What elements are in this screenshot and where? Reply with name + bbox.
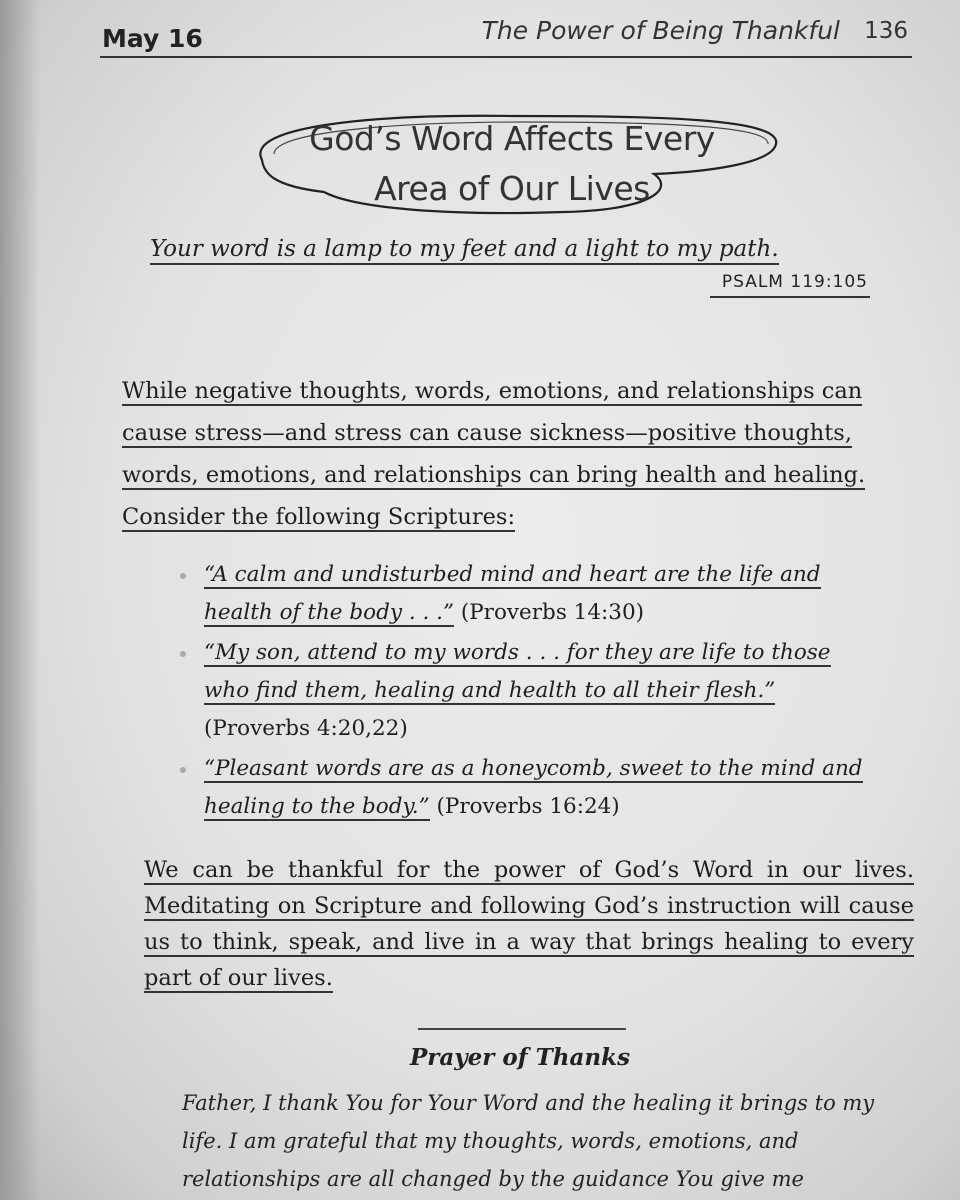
scripture-list — [180, 556, 880, 828]
chapter-title-block — [234, 108, 790, 218]
scripture-ref: (Proverbs 16:24) — [436, 794, 620, 819]
chapter-title-line-2: Area of Our Lives — [374, 169, 650, 208]
scripture-item — [180, 634, 880, 748]
scripture-quote: “Pleasant words are as a honeycomb, sweet to the mind and healing to the body.” — [204, 756, 863, 819]
header-page-number: 136 — [864, 18, 908, 44]
scripture-item — [180, 750, 880, 826]
key-verse-text: Your word is a lamp to my feet and a light to my path. — [150, 236, 779, 265]
closing-paragraph — [144, 852, 914, 996]
intro-paragraph — [122, 370, 912, 538]
scripture-quote: “A calm and undisturbed mind and heart are the life and health of the body . . .” — [204, 562, 821, 625]
prayer-title: Prayer of Thanks — [409, 1044, 631, 1071]
key-verse — [150, 236, 910, 262]
header-date: May 16 — [102, 24, 203, 53]
closing-text: We can be thankful for the power of God’s Word in our lives. Meditating on Scripture and following God’s instruction will cause us to think, speak, and live in a way that brings healing to every part of our lives. — [144, 857, 914, 991]
prayer-text: Father, I thank You for Your Word and the healing it brings to my life. I am grateful that my thoughts, words, emotions, and relationships are all changed by the guidance You give me — [182, 1091, 875, 1191]
chapter-title — [234, 114, 790, 214]
intro-text: While negative thoughts, words, emotions, and relationships can cause stress—and stress can cause sickness—positive thoughts, words, emotions, and relationships can bring health and healing. Consider the following Scriptures: — [122, 378, 866, 530]
scripture-item — [180, 556, 880, 632]
section-divider — [418, 1028, 626, 1030]
bullet-icon — [180, 651, 186, 657]
page-header — [100, 10, 912, 58]
key-verse-reference: PSALM 119:105 — [710, 272, 870, 298]
scripture-ref: (Proverbs 14:30) — [460, 600, 645, 625]
bullet-icon — [180, 767, 186, 773]
bullet-icon — [180, 573, 186, 579]
chapter-title-line-1: God’s Word Affects Every — [309, 119, 715, 158]
page-edge-shadow — [0, 0, 40, 1200]
scripture-ref: (Proverbs 4:20,22) — [204, 716, 408, 741]
header-running-title: The Power of Being Thankful — [481, 16, 840, 45]
scripture-quote: “My son, attend to my words . . . for they are life to those who find them, healing and health to all their flesh.” — [204, 640, 831, 703]
